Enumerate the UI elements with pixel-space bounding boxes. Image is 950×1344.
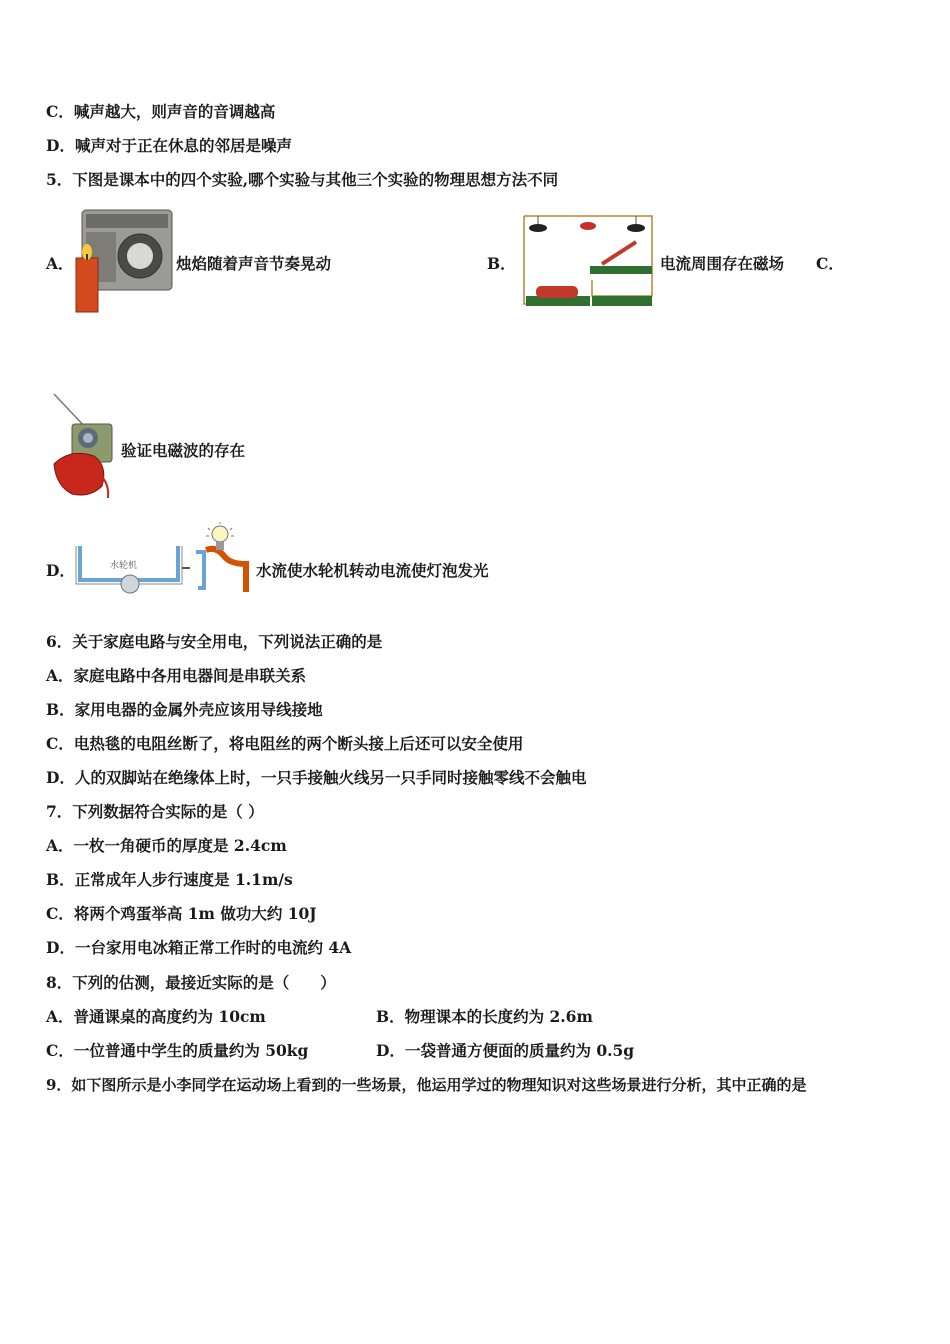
water-turbine-label: 水轮机 — [110, 561, 138, 571]
q7-option-d: D．一台家用电冰箱正常工作时的电流约 4A — [46, 938, 352, 957]
q8-option-d: D．一袋普通方便面的质量约为 0.5g — [376, 1041, 635, 1060]
q8-stem: 8．下列的估测，最接近实际的是（ ） — [46, 973, 336, 992]
q7-stem: 7．下列数据符合实际的是（ ） — [46, 802, 264, 821]
q5-a-caption: 烛焰随着声音节奏晃动 — [176, 254, 332, 273]
q8-option-c: C．一位普通中学生的质量约为 50kg — [46, 1041, 309, 1060]
q7-option-b: B．正常成年人步行速度是 1.1m/s — [46, 870, 293, 889]
radio-candle-figure — [74, 204, 176, 314]
water-turbine-figure — [74, 522, 254, 596]
radio-phone-figure — [50, 390, 118, 502]
q4-option-c: C．喊声越大，则声音的音调越高 — [46, 102, 276, 121]
q5-stem: 5．下图是课本中的四个实验,哪个实验与其他三个实验的物理思想方法不同 — [46, 170, 559, 189]
q9-stem: 9．如下图所示是小李同学在运动场上看到的一些场景，他运用学过的物理知识对这些场景进行分析，其中正确的是 — [46, 1076, 807, 1094]
q7-option-a: A．一枚一角硬币的厚度是 2.4cm — [46, 836, 287, 855]
q5-b-caption: 电流周围存在磁场 — [660, 254, 785, 273]
q6-option-b: B．家用电器的金属外壳应该用导线接地 — [46, 700, 323, 719]
q6-option-c: C．电热毯的电阻丝断了，将电阻丝的两个断头接上后还可以安全使用 — [46, 734, 524, 753]
q8-option-a: A．普通课桌的高度约为 10cm — [46, 1007, 266, 1026]
q7-option-c: C．将两个鸡蛋举高 1m 做功大约 10J — [46, 904, 317, 923]
q5-c-caption: 验证电磁波的存在 — [121, 441, 246, 460]
q6-option-a: A．家庭电路中各用电器间是串联关系 — [46, 666, 307, 685]
q6-option-d: D．人的双脚站在绝缘体上时，一只手接触火线另一只手同时接触零线不会触电 — [46, 768, 587, 787]
q5-a-letter: A． — [46, 254, 74, 273]
q5-b-letter: B． — [487, 254, 516, 273]
q6-stem: 6．关于家庭电路与安全用电，下列说法正确的是 — [46, 632, 383, 651]
q5-d-caption: 水流使水轮机转动电流使灯泡发光 — [256, 561, 489, 580]
q8-option-b: B．物理课本的长度约为 2.6m — [376, 1007, 593, 1026]
oersted-circuit-figure — [518, 208, 658, 312]
q5-c-letter: C． — [816, 254, 844, 273]
q5-d-letter: D． — [46, 561, 75, 580]
q4-option-d: D．喊声对于正在休息的邻居是噪声 — [46, 136, 292, 155]
